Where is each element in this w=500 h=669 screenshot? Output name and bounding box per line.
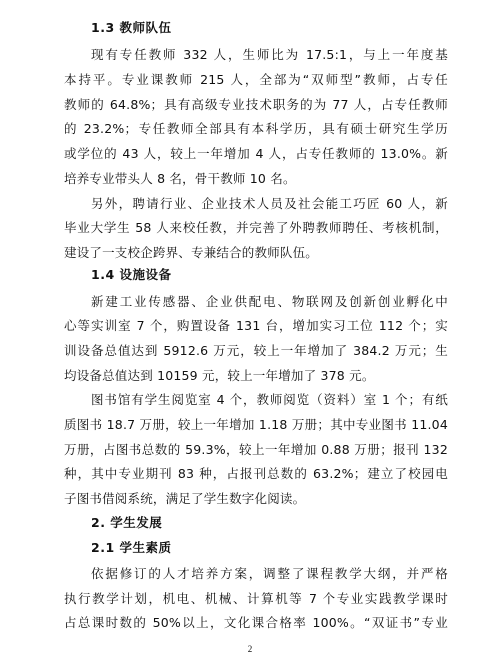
- paragraph-line: 执行教学计划，机电、机械、计算机等 7 个专业实践教学课时: [64, 591, 448, 606]
- paragraph-line: 另外，聘请行业、企业技术人员及社会能工巧匠 60 人，新: [91, 196, 448, 211]
- paragraph-line: 现有专任教师 332 人，生师比为 17.5:1，与上一年度基: [91, 47, 448, 62]
- paragraph-line: 依据修订的人才培养方案，调整了课程教学大纲，并严格: [91, 566, 448, 581]
- paragraph-line: 质图书 18.7 万册，较上一年增加 1.18 万册；其中专业图书 11.04: [64, 417, 448, 432]
- section-heading-1-3: 1.3 教师队伍: [91, 20, 172, 35]
- paragraph-line: 教师的 64.8%；具有高级专业技术职务的为 77 人，占专任教师: [64, 97, 448, 112]
- paragraph-line: 的 23.2%；专任教师全部具有本科学历，具有硕士研究生学历: [64, 121, 448, 136]
- page-number: 2: [247, 644, 253, 654]
- section-heading-1-4: 1.4 设施设备: [91, 267, 172, 282]
- paragraph-line: 万册，占图书总数的 59.3%，较上一年增加 0.88 万册；报刊 132: [64, 442, 448, 457]
- paragraph-line: 子图书借阅系统，满足了学生数字化阅读。: [64, 491, 306, 506]
- paragraph-line: 或学位的 43 人，较上一年增加 4 人，占专任教师的 13.0%。新: [64, 146, 448, 161]
- section-heading-2: 2. 学生发展: [91, 515, 163, 530]
- paragraph-line: 新建工业传感器、企业供配电、物联网及创新创业孵化中: [91, 294, 448, 309]
- paragraph-line: 图书馆有学生阅览室 4 个，教师阅览（资料）室 1 个；有纸: [91, 392, 448, 407]
- paragraph-line: 建设了一支校企跨界、专兼结合的教师队伍。: [64, 245, 319, 260]
- paragraph-line: 心等实训室 7 个，购置设备 131 台，增加实习工位 112 个；实: [64, 318, 448, 333]
- paragraph-line: 本持平。专业课教师 215 人，全部为“双师型”教师，占专任: [64, 72, 448, 87]
- paragraph-line: 培养专业带头人 8 名，骨干教师 10 名。: [64, 171, 296, 186]
- paragraph-line: 训设备总值达到 5912.6 万元，较上一年增加了 384.2 万元；生: [64, 343, 448, 358]
- paragraph-line: 均设备总值达到 10159 元，较上一年增加了 378 元。: [64, 368, 375, 383]
- paragraph-line: 种，其中专业期刊 83 种，占报刊总数的 63.2%；建立了校园电: [64, 466, 448, 481]
- section-heading-2-1: 2.1 学生素质: [91, 540, 172, 555]
- paragraph-line: 毕业大学生 58 人来校任教，并完善了外聘教师聘任、考核机制，: [64, 220, 448, 235]
- paragraph-line: 占总课时数的 50%以上，文化课合格率 100%。“双证书”专业: [64, 615, 448, 630]
